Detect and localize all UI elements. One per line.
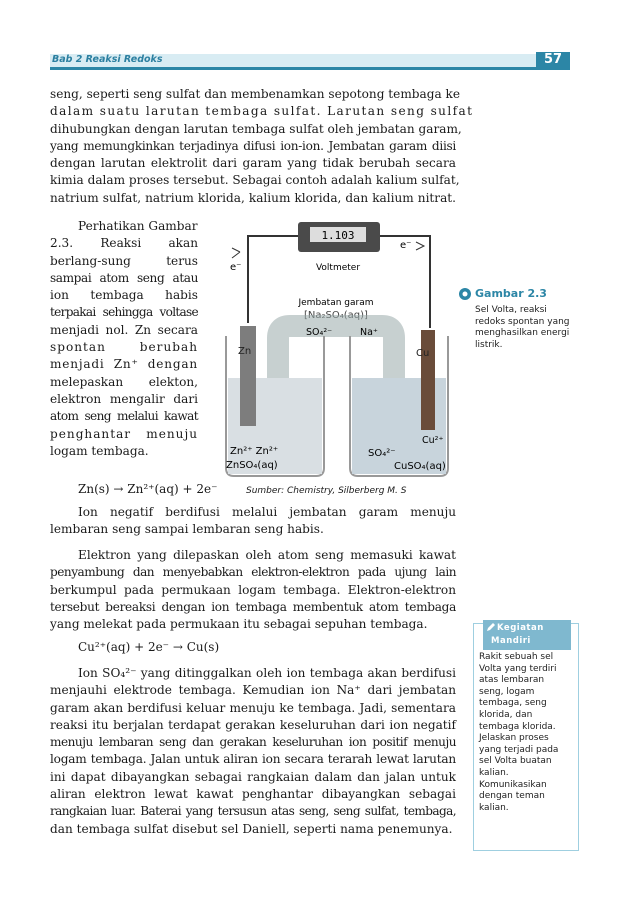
copper-solution-label: CuSO₄(aq): [394, 461, 446, 472]
bridge-formula: [Na₂SO₄(aq)]: [304, 310, 368, 321]
text-line: elektron mengalir dari: [50, 391, 198, 406]
copper-label: Cu: [416, 348, 430, 359]
text-line: logam tembaga.: [50, 443, 149, 458]
activity-line: seng, logam: [479, 686, 535, 697]
text-line: lembaran seng sampai lembaran seng habis.: [50, 522, 324, 537]
text-line: melepaskan elekton,: [50, 374, 198, 389]
text-line: 2.3. Reaksi akan: [50, 236, 198, 251]
text-line: garam akan berdifusi keluar menuju ke tembaga. Jadi, sementara: [50, 700, 456, 715]
text-line: ion tembaga habis: [50, 288, 198, 303]
text-line: penghantar menuju: [50, 426, 198, 441]
header-rule: [50, 67, 570, 70]
figure-source: Sumber: Chemistry, Silberberg M. S: [246, 486, 407, 496]
text-line: reaksi itu berjalan terdapat gerakan keseluruhan dari ion negatif: [50, 717, 456, 732]
voltmeter-reading: 1.103: [321, 229, 355, 242]
text-line: kimia dalam proses tersebut. Sebagai contoh adalah kalium sulfat,: [50, 173, 460, 188]
activity-line: sel Volta buatan: [479, 756, 552, 767]
activity-line: dengan teman: [479, 791, 545, 802]
text-line: berkumpul pada permukaan logam tembaga. Elektron-elektron: [50, 582, 456, 597]
text-line: yang melekat pada permukaan itu sebagai sepuhan tembaga.: [50, 617, 428, 632]
text-line: seng, seperti seng sulfat dan membenamkan sepotong tembaga ke: [50, 87, 461, 101]
paragraph-2: [50, 504, 456, 539]
text-line: spontan berubah: [50, 340, 198, 355]
electron-label-left: e⁻: [230, 262, 242, 273]
text-line: logam tembaga. Jalan untuk aliran ion secara terarah lewat larutan: [50, 752, 456, 767]
chapter-title: Bab 2 Reaksi Redoks: [52, 54, 163, 65]
text-line: tersebut bereaksi dengan ion tembaga membentuk atom tembaga: [50, 599, 456, 614]
equation-copper: Cu²⁺(aq) + 2e⁻ → Cu(s): [78, 640, 220, 654]
caption-bullet-icon: [458, 287, 472, 301]
zinc-ions-label: Zn²⁺ Zn²⁺: [230, 446, 279, 457]
activity-line: Rakit sebuah sel: [479, 652, 554, 662]
page-header: [50, 52, 570, 70]
text-line: rangkaian luar. Baterai yang tersusun atas seng, seng sulfat, tembaga,: [50, 804, 456, 819]
activity-body: [479, 652, 573, 814]
zinc-electrode: [240, 326, 256, 426]
text-line: penyambung dan menyebabkan elektron-elektron pada ujung lain: [50, 565, 456, 580]
text-line: terpakai sehingga voltase: [50, 305, 198, 320]
activity-tab-line2: Mandiri: [491, 636, 531, 646]
voltmeter-label: Voltmeter: [315, 263, 361, 273]
activity-line: Volta yang terdiri: [479, 663, 557, 674]
text-line: natrium sulfat, natrium klorida, kalium klorida, dan kalium nitrat.: [50, 190, 456, 205]
activity-tab: [483, 620, 571, 650]
text-line: dihubungkan dengan larutan tembaga sulfat oleh jembatan garam,: [50, 121, 462, 136]
paragraph-3: [50, 547, 456, 633]
text-line: atom seng melalui kawat: [50, 409, 198, 424]
text-line: aliran elektron lewat kawat penghantar dibayangkan sebagai: [50, 787, 456, 802]
text-line: menuju lembaran seng dan gerakan keseluruhan ion positif menuju: [50, 735, 456, 750]
activity-line: kalian.: [479, 767, 509, 778]
zinc-label: Zn: [238, 346, 252, 357]
bridge-ion-left: SO₄²⁻: [306, 327, 333, 338]
zinc-solution-label: ZnSO₄(aq): [226, 460, 278, 471]
text-line: Ion SO₄²⁻ yang ditinggalkan oleh ion tembaga akan berdifusi: [78, 666, 456, 680]
text-line: yang memungkinkan terjadinya difusi ion-ion. Jembatan garam diisi: [50, 138, 456, 153]
bridge-ion-right: Na⁺: [360, 327, 378, 338]
activity-line: Jelaskan proses: [479, 733, 549, 744]
text-line: menjadi Zn⁺ dengan: [50, 357, 198, 372]
text-line: menjadi nol. Zn secara: [50, 322, 198, 337]
sulfate-ion-label: SO₄²⁻: [368, 448, 396, 459]
activity-line: tembaga klorida.: [479, 721, 556, 732]
copper-ion-label: Cu²⁺: [422, 435, 444, 446]
text-line: Perhatikan Gambar: [78, 219, 198, 233]
activity-line: kalian.: [479, 802, 509, 813]
text-line: berlang-sung terus: [50, 253, 198, 268]
copper-electrode: [421, 330, 435, 430]
text-line: dan tembaga sulfat disebut sel Daniell, seperti nama penemunya.: [50, 821, 453, 836]
page-number: 57: [536, 52, 570, 68]
text-line: sampai atom seng atau: [50, 270, 198, 285]
activity-line: tembaga, seng: [479, 698, 547, 709]
caption-body: Sel Volta, reaksi redoks spontan yang menghasilkan energi listrik.: [475, 305, 570, 350]
intro-paragraph: [50, 86, 474, 207]
text-line: Ion negatif berdifusi melalui jembatan garam menuju: [78, 505, 456, 519]
paragraph-4: [50, 665, 456, 838]
text-line: dalam suatu larutan tembaga sulfat. Larutan seng sulfat: [50, 104, 474, 119]
electron-label-right: e⁻: [400, 240, 412, 251]
activity-line: Komunikasikan: [479, 779, 547, 790]
text-line: ini dapat dibayangkan sebagai rangkaian dalam dan jalan untuk: [50, 769, 456, 784]
caption-title: Gambar 2.3: [475, 287, 547, 300]
activity-line: klorida, dan: [479, 709, 533, 720]
activity-tab-line1: Kegiatan: [497, 623, 544, 633]
pencil-icon: [486, 622, 496, 632]
text-line: dengan larutan elektrolit dari garam yang tidak berubah secara: [50, 156, 456, 171]
bridge-label: Jembatan garam: [298, 298, 374, 308]
side-paragraph: [50, 218, 198, 460]
equation-zinc: Zn(s) → Zn²⁺(aq) + 2e⁻: [78, 482, 218, 496]
text-line: Elektron yang dilepaskan oleh atom seng memasuki kawat: [78, 548, 456, 562]
text-line: menjauhi elektrode tembaga. Kemudian ion Na⁺ dari jembatan: [50, 683, 456, 698]
activity-line: atas lembaran: [479, 675, 545, 686]
activity-line: yang terjadi pada: [479, 744, 559, 755]
voltaic-cell-figure: [218, 218, 468, 480]
